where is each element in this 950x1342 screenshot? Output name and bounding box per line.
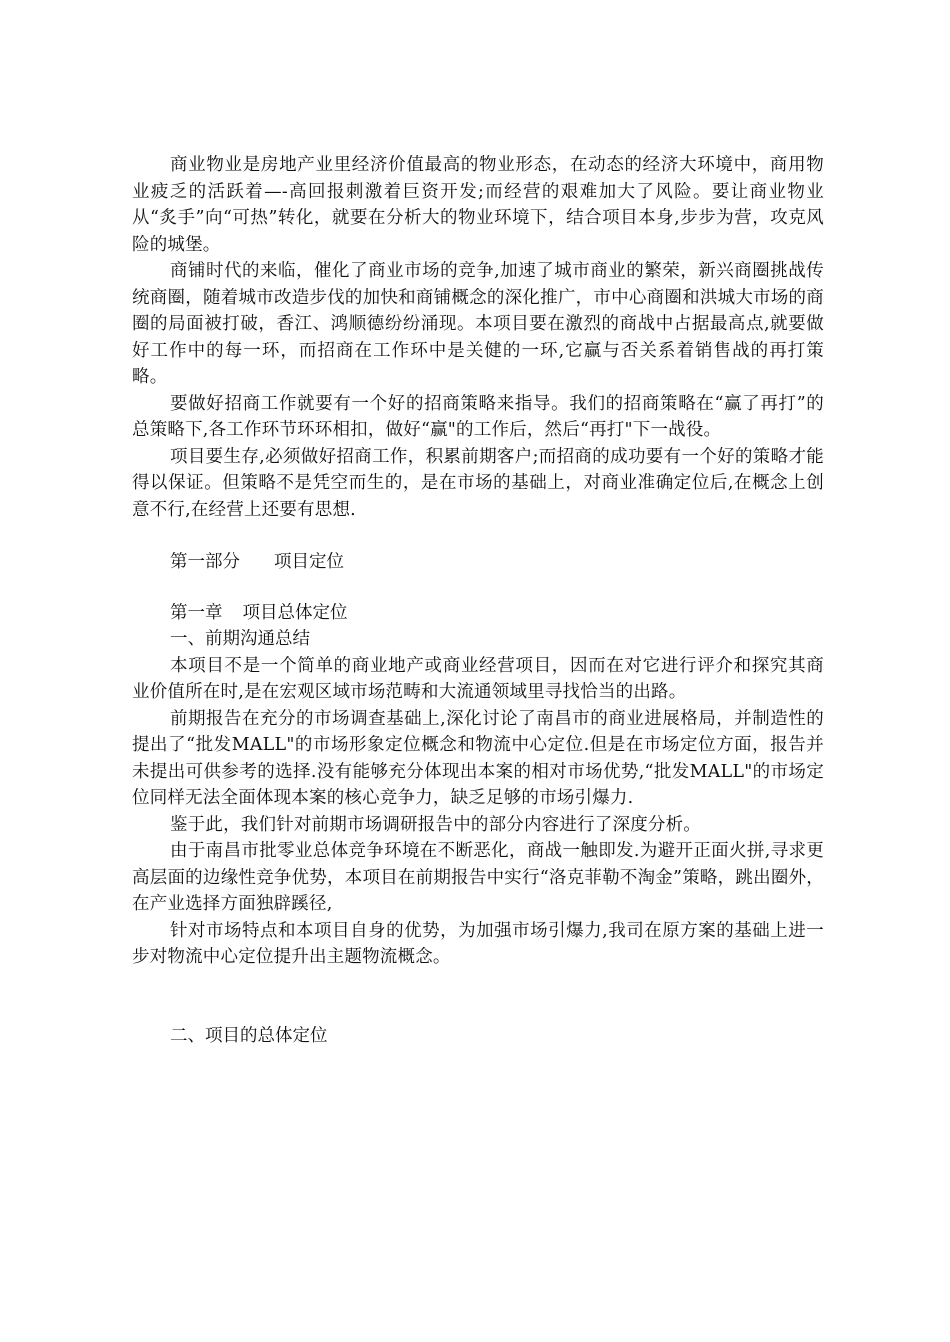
document-body xyxy=(132,152,824,1049)
chapter-title: 项目总体定位 xyxy=(242,602,348,623)
intro-paragraph-2: 商铺时代的来临，催化了商业市场的竞争,加速了城市商业的繁荣，新兴商圈挑战传统商圈，随着城市改造步伐的加快和商铺概念的深化推广，市中心商圈和洪城大市场的商圈的局面被打破，香江、鸿顺德纷纷涌现。本项目要在激烈的商战中占据最高点,就要做好工作中的每一环，而招商在工作环中是关健的一环,它赢与否关系着销售战的再打策略。 xyxy=(132,261,824,387)
part-title: 项目定位 xyxy=(274,552,344,572)
intro-paragraph-4: 项目要生存,必须做好招商工作，积累前期客户;而招商的成功要有一个好的策略才能得以保证。但策略不是凭空而生的，是在市场的基础上，对商业准确定位后,在概念上创意不行,在经营上还要有思想. xyxy=(132,446,824,520)
part-heading xyxy=(132,549,824,576)
section-1-heading: 一、前期沟通总结 xyxy=(170,629,310,649)
section-1-paragraph-4: 由于南昌市批零业总体竞争环境在不断恶化，商战一触即发.为避开正面火拼,寻求更高层面的边缘性竞争优势，本项目在前期报告中实行“洛克菲勒不淘金”策略，跳出圈外，在产业选择方面独辟蹊径, xyxy=(132,841,824,914)
part-label: 第一部分 xyxy=(170,552,240,572)
intro-paragraph-3: 要做好招商工作就要有一个好的招商策略来指导。我们的招商策略在“赢了再打”的总策略下,各工作环节环环相扣，做好“赢"的工作后，然后“再打"下一战役。 xyxy=(132,393,824,440)
spacer xyxy=(132,523,824,549)
section-1-paragraph-5: 针对市场特点和本项目自身的优势，为加强市场引爆力,我司在原方案的基础上进一步对物流中心定位提升出主题物流概念。 xyxy=(132,920,824,967)
section-1-paragraph-3: 鉴于此，我们针对前期市场调研报告中的部分内容进行了深度分析。 xyxy=(170,814,701,835)
intro-paragraph-1: 商业物业是房地产业里经济价值最高的物业形态，在动态的经济大环境中，商用物业疲乏的活跃着—-高回报刺激着巨资开发;而经营的艰难加大了风险。要让商业物业从“炙手”向“可热”转化，就要在分析大的物业环境下，结合项目本身,步步为营，攻克风险的城堡。 xyxy=(132,155,824,255)
chapter-label: 第一章 xyxy=(170,602,223,623)
section-1-paragraph-2: 前期报告在充分的市场调查基础上,深化讨论了南昌市的商业进展格局，并制造性的提出了“批发MALL"的市场形象定位概念和物流中心定位.但是在市场定位方面，报告并未提出可供参考的选择.没有能够充分体现出本案的相对市场优势,“批发MALL"的市场定位同样无法全面体现本案的核心竞争力，缺乏足够的市场引爆力. xyxy=(132,708,824,808)
section-1-paragraph-1: 本项目不是一个简单的商业地产或商业经营项目，因而在对它进行评介和探究其商业价值所在时,是在宏观区域市场范畴和大流通领域里寻找恰当的出路。 xyxy=(132,655,824,702)
chapter-heading xyxy=(132,600,824,627)
spacer xyxy=(132,576,824,600)
spacer xyxy=(132,971,824,1023)
section-2-heading: 二、项目的总体定位 xyxy=(170,1025,328,1046)
